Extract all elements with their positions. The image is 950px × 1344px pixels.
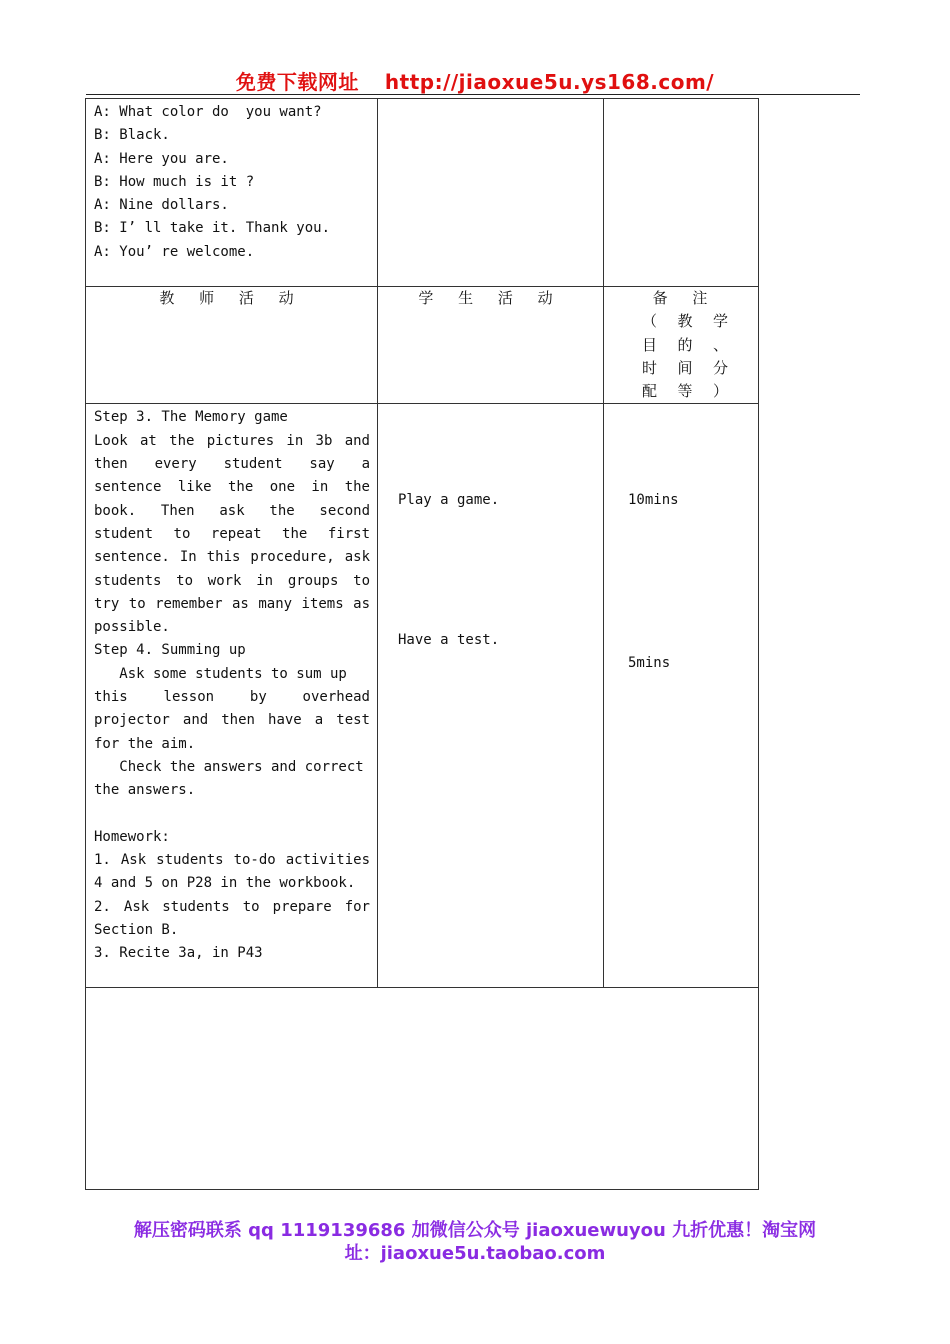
text-line: B: I’ ll take it. Thank you.: [94, 220, 331, 237]
remarks-header-line: 时 间 分: [642, 358, 728, 377]
text-line: A: Here you are.: [94, 150, 229, 167]
empty-cell: [378, 99, 604, 287]
teacher-activity-header: 教 师 活 动: [86, 287, 378, 404]
text-line: projector and then have a test: [94, 712, 370, 729]
remarks-header-line: 配 等 ）: [642, 382, 728, 401]
remarks-header-line: （ 教 学: [642, 312, 728, 331]
text-line: Section B.: [94, 922, 179, 939]
remarks-header: [604, 287, 759, 404]
text-line: Step 4. Summing up: [94, 642, 246, 659]
blank-row: [86, 988, 759, 1190]
footer-line-1: 解压密码联系 qq 1119139686 加微信公众号 jiaoxuewuyou 九折优惠！淘宝网: [133, 1220, 817, 1241]
text-line: students to work in groups to: [94, 572, 370, 589]
dialogue-lines: [86, 99, 377, 264]
text-line: 4 and 5 on P28 in the workbook.: [94, 875, 356, 892]
text-line: 2. Ask students to prepare for: [94, 898, 370, 915]
text-line: this lesson by overhead: [94, 689, 370, 706]
header-label: 免费下载网址: [235, 70, 359, 94]
text-line: then every student say a: [94, 456, 370, 473]
student-activity-test: Have a test.: [398, 632, 500, 648]
text-line: A: Nine dollars.: [94, 197, 229, 214]
text-line: student to repeat the first: [94, 525, 370, 542]
dialogue-cell: [86, 99, 378, 287]
remarks-header-line: 备 注: [652, 289, 718, 307]
header-divider: [86, 94, 860, 95]
text-line: [94, 803, 370, 826]
footer-line-2: 址：jiaoxue5u.taobao.com: [344, 1243, 606, 1264]
text-line: Ask some students to sum up: [94, 665, 347, 682]
text-line: 3. Recite 3a, in P43: [94, 945, 263, 962]
header-url-link[interactable]: http://jiaoxue5u.ys168.com/: [384, 70, 715, 94]
empty-cell: [604, 99, 759, 287]
text-line: sentence like the one in the: [94, 479, 370, 496]
student-activity-header: 学 生 活 动: [378, 287, 604, 404]
text-line: B: How much is it ?: [94, 173, 255, 190]
text-line: B: Black.: [94, 127, 170, 144]
remark-time-step3: 10mins: [628, 492, 679, 508]
remarks-cell: [604, 404, 759, 988]
text-line: book. Then ask the second: [94, 502, 370, 519]
remarks-header-line: 目 的 、: [642, 335, 728, 354]
remark-time-step4: 5mins: [628, 655, 671, 671]
teacher-activity-lines: [86, 404, 377, 965]
text-line: Check the answers and correct: [94, 758, 364, 775]
blank-cell: [86, 988, 759, 1190]
column-header-row: [86, 287, 759, 404]
text-line: for the aim.: [94, 735, 196, 752]
dialogue-row: [86, 99, 759, 287]
text-line: Homework:: [94, 828, 170, 845]
text-line: Look at the pictures in 3b and: [94, 432, 370, 449]
text-line: the answers.: [94, 782, 196, 799]
text-line: A: What color do you want?: [94, 104, 322, 120]
text-line: Step 3. The Memory game: [94, 409, 288, 426]
text-line: sentence. In this procedure, ask: [94, 549, 370, 566]
text-line: possible.: [94, 619, 170, 636]
teacher-activity-cell: [86, 404, 378, 988]
text-line: try to remember as many items as: [94, 595, 370, 612]
text-line: A: You’ re welcome.: [94, 243, 255, 260]
contact-footer: [0, 1219, 950, 1265]
download-header: [0, 66, 950, 95]
text-line: 1. Ask students to-do activities: [94, 852, 370, 869]
student-activity-play: Play a game.: [398, 492, 500, 508]
